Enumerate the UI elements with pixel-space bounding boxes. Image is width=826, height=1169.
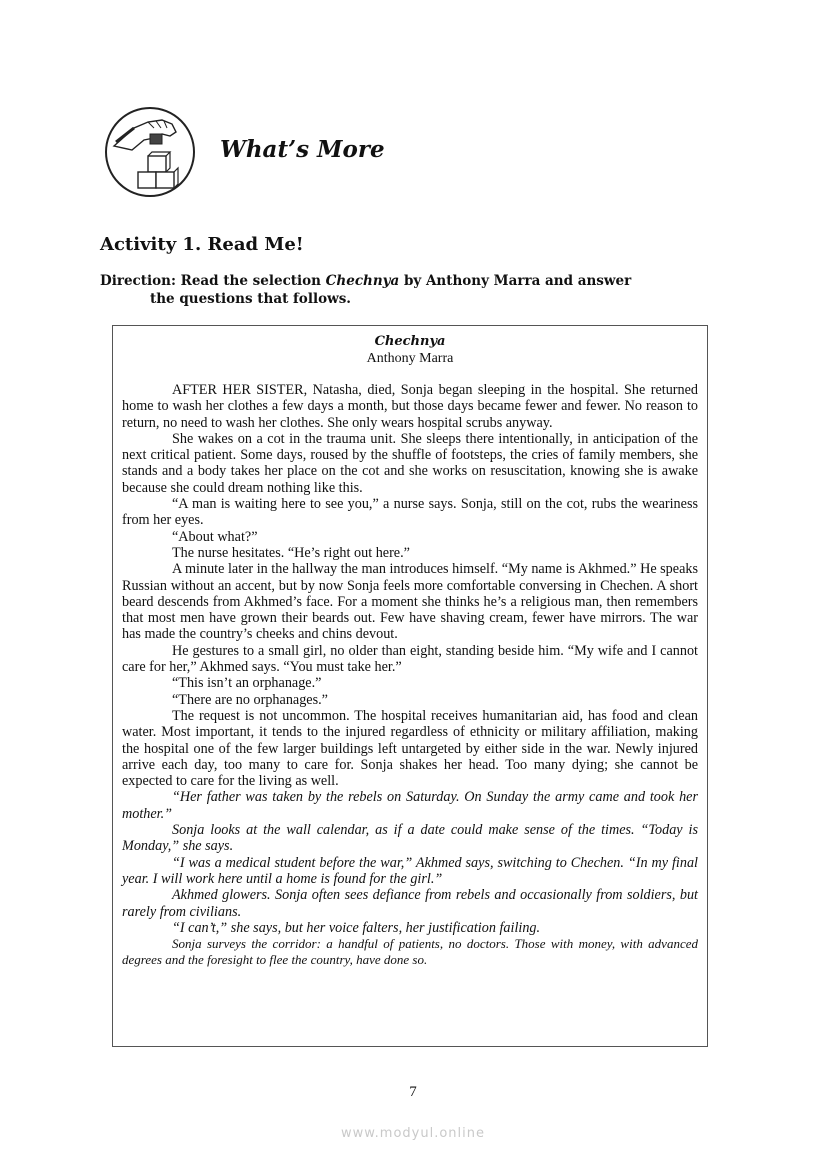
story-paragraph: The nurse hesitates. “He’s right out here.” bbox=[172, 544, 410, 561]
direction-suffix: by Anthony Marra and answer bbox=[399, 273, 632, 289]
story-paragraph: “About what?” bbox=[172, 528, 258, 545]
story-box bbox=[112, 325, 708, 1047]
direction bbox=[100, 272, 720, 308]
story-title: Chechnya bbox=[374, 334, 446, 349]
story-paragraph: Akhmed glowers. Sonja often sees defiance from rebels and occasionally from soldiers, but rarely from civilians. bbox=[122, 887, 698, 920]
hand-stacking-blocks-icon bbox=[104, 106, 196, 198]
page-number: 7 bbox=[409, 1084, 417, 1100]
story-paragraph: She wakes on a cot in the trauma unit. She sleeps there intentionally, in anticipation of the next critical patient. Some days, roused by the shuffle of footsteps, the cries of family members, she stands and a body takes her place on the cot and she works on resuscitation, knowing she is awake because she could dream nothing like this. bbox=[122, 430, 698, 496]
story-paragraph: He gestures to a small girl, no older than eight, standing beside him. “My wife and I cannot care for her,” Akhmed says. “You must take her.” bbox=[122, 642, 698, 676]
watermark: www.modyul.online bbox=[340, 1126, 486, 1141]
activity-title: Activity 1. Read Me! bbox=[100, 234, 304, 255]
story-paragraph: “I can’t,” she says, but her voice falters, her justification failing. bbox=[172, 919, 541, 936]
direction-selection-title: Chechnya bbox=[325, 273, 400, 289]
section-title: What’s More bbox=[220, 136, 385, 163]
story-paragraph: The request is not uncommon. The hospital receives humanitarian aid, has food and clean water. Most important, it tends to the injured regardless of ethnicity or military affiliation, making the hospital one of the few larger buildings left untargeted by either side in the war. Newly injured arrive each day, too many to care for. Sonja shakes her head. Too many dying; she cannot be expected to care for the living as well. bbox=[122, 707, 698, 790]
story-paragraph: “A man is waiting here to see you,” a nurse says. Sonja, still on the cot, rubs the weariness from her eyes. bbox=[122, 496, 698, 529]
direction-prefix: Direction: Read the selection bbox=[100, 273, 326, 289]
story-author: Anthony Marra bbox=[366, 351, 454, 366]
story-paragraph: A minute later in the hallway the man introduces himself. “My name is Akhmed.” He speaks Russian without an accent, but by now Sonja feels more comfortable conversing in Chechen. A short beard descends from Akhmed’s face. For a moment she thinks he’s a religious man, then remembers that most men have grown their beards out. Few have shaving cream, fewer have mirrors. The war has made the country’s cheeks and chins devout. bbox=[122, 561, 698, 643]
direction-line-1 bbox=[100, 272, 720, 290]
story-paragraph: Sonja surveys the corridor: a handful of patients, no doctors. Those with money, with advanced degrees and the foresight to flee the country, have done so. bbox=[122, 936, 698, 968]
story-paragraph: Sonja looks at the wall calendar, as if a date could make sense of the times. “Today is Monday,” she says. bbox=[122, 822, 698, 855]
story-paragraph: “I was a medical student before the war,” Akhmed says, switching to Chechen. “In my final year. I will work here until a home is found for the girl.” bbox=[122, 854, 698, 887]
story-paragraph: AFTER HER SISTER, Natasha, died, Sonja began sleeping in the hospital. She returned home to wash her clothes a few days a month, but those days became fewer and fewer. No reason to return, no need to wash her clothes. She only wears hospital scrubs anyway. bbox=[122, 382, 698, 431]
story-body bbox=[122, 382, 698, 969]
story-paragraph: “There are no orphanages.” bbox=[172, 691, 328, 708]
direction-line-2: the questions that follows. bbox=[150, 291, 351, 307]
story-paragraph: “Her father was taken by the rebels on Saturday. On Sunday the army came and took her mother.” bbox=[122, 789, 698, 822]
story-paragraph: “This isn’t an orphanage.” bbox=[172, 675, 322, 692]
